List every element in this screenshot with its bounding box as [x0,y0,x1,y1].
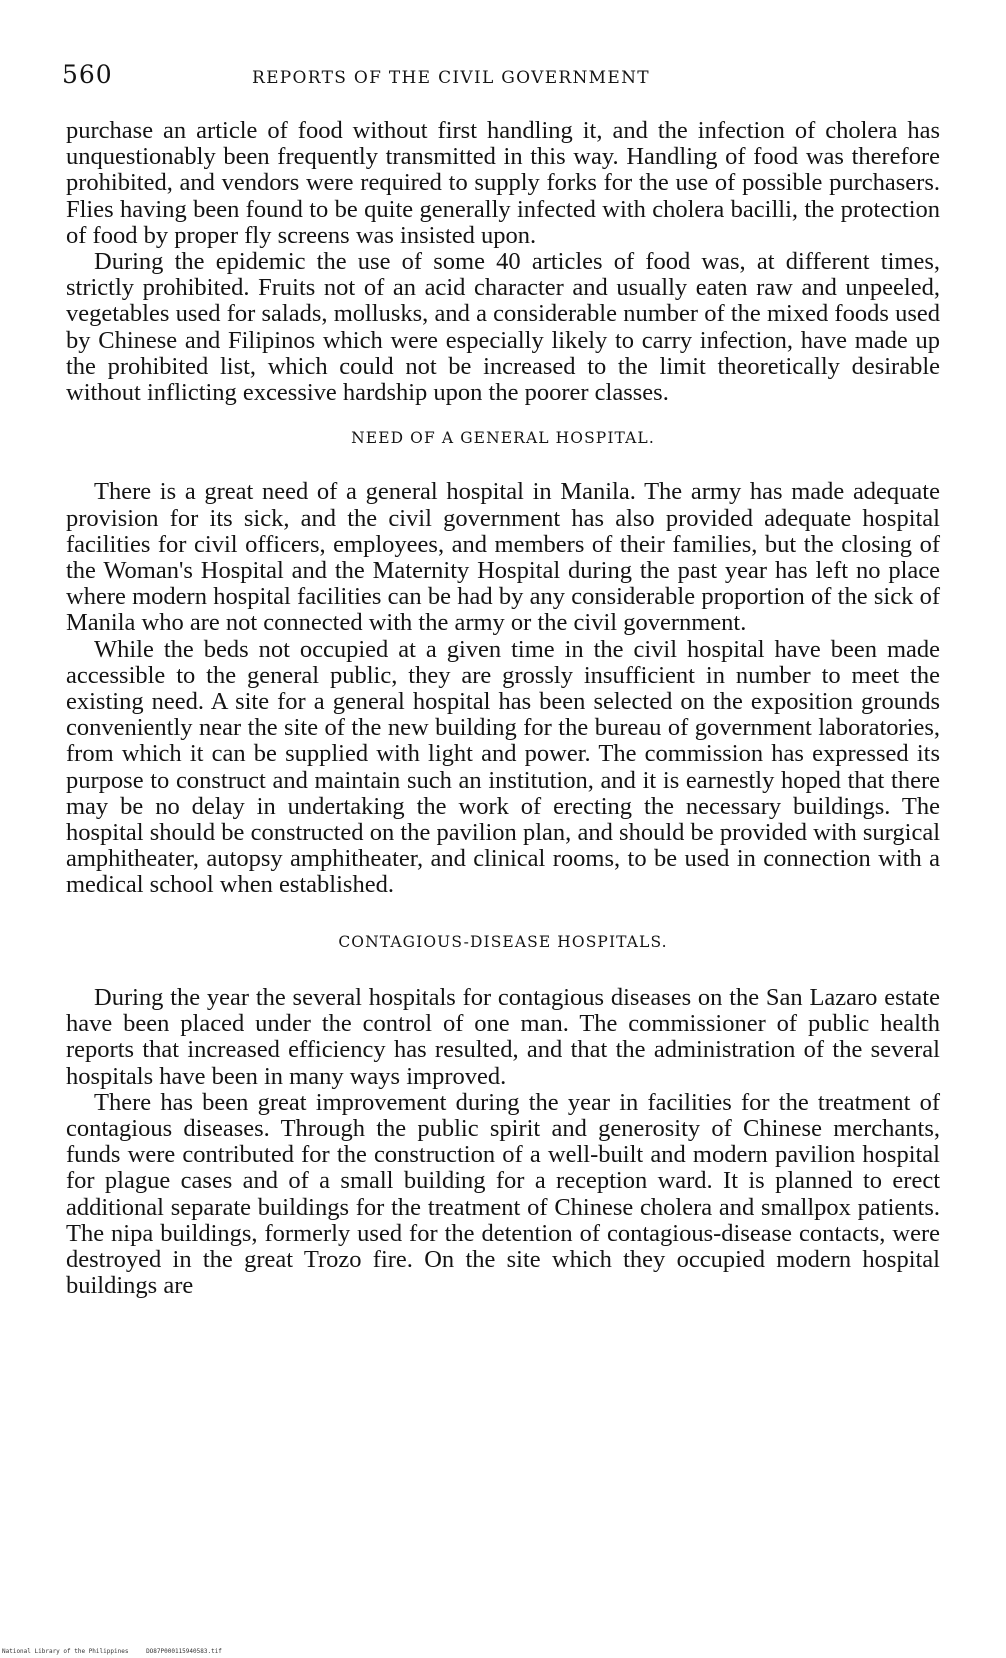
body-text [66,118,940,1299]
paragraph-san-lazaro: During the year the several hospitals for contagious diseases on the San Lazaro estate have been placed under the control of one man. The commissioner of public health reports that increased efficiency has resulted, and that the administration of the several hospitals have been in many ways improved. [66,983,940,1090]
page-number: 560 [62,60,113,89]
paragraph-food-handling: purchase an article of food without first handling it, and the infection of cholera has unquestionably been frequently transmitted in this way. Handling of food was therefore prohibited, and vendors were required to supply forks for the use of possible purchasers. Flies having been found to be quite generally infected with cholera bacilli, the protection of food by proper fly screens was insisted upon. [66,117,940,249]
paragraph-prohibited-foods: During the epidemic the use of some 40 articles of food was, at different times, strictly prohibited. Fruits not of an acid character and usually eaten raw and unpeeled, vegetables used for salads, mollusks, and a considerable number of the mixed foods used by Chinese and Filipinos which were especially likely to carry infection, have made up the prohibited list, which could not be increased to the limit theoretically desirable without inflicting excessive hardship upon the poorer classes. [66,248,940,407]
paragraph-general-hospital-need: There is a great need of a general hospital in Manila. The army has made adequate provision for its sick, and the civil government has also provided adequate hospital facilities for civil officers, employees, and members of their families, but the closing of the Woman's Hospital and the Maternity Hospital during the past year has left no place where modern hospital facilities can be had by any considerable proportion of the sick of Manila who are not connected with the army or the civil government. [66,478,940,637]
running-head: REPORTS OF THE CIVIL GOVERNMENT [252,68,650,88]
paragraph-contagious-facilities: There has been great improvement during the year in facilities for the treatment of contagious diseases. Through the public spirit and generosity of Chinese merchants, funds were contributed for the construction of a well-built and modern pavilion hospital for plague cases and of a small building for a reception ward. It is planned to erect additional separate buildings for the treatment of Chinese cholera and smallpox patients. The nipa buildings, formerly used for the detention of contagious-disease contacts, were destroyed in the great Trozo fire. On the site which they occupied modern hospital buildings are [66,1088,940,1300]
footer-library: National Library of the Philippines [2,1648,129,1655]
scan-footer [2,1648,236,1655]
paragraph-general-hospital-site: While the beds not occupied at a given time in the civil hospital have been made accessible to the general public, they are grossly insufficient in number to meet the existing need. A site for a general hospital has been selected on the exposition grounds conveniently near the site of the new building for the bureau of government laboratories, from which it can be supplied with light and power. The commission has expressed its purpose to construct and maintain such an institution, and it is earnestly hoped that there may be no delay in undertaking the work of erecting the necessary buildings. The hospital should be constructed on the pavilion plan, and should be provided with surgical amphitheater, autopsy amphitheater, and clinical rooms, to be used in connection with a medical school when established. [66,635,940,899]
section-heading-contagious-hospitals: CONTAGIOUS-DISEASE HOSPITALS. [338,932,668,951]
page-header [62,60,942,96]
section-heading-general-hospital: NEED OF A GENERAL HOSPITAL. [351,429,655,448]
footer-file-id: DO87P000115940583.tif [146,1648,222,1655]
